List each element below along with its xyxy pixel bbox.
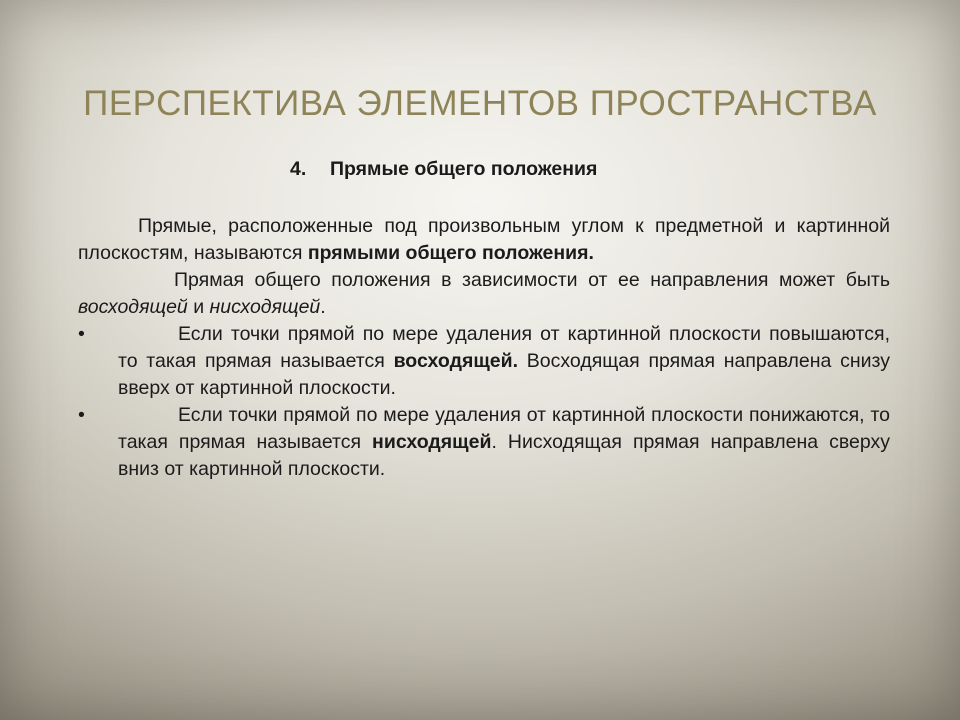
slide-title: ПЕРСПЕКТИВА ЭЛЕМЕНТОВ ПРОСТРАНСТВА — [83, 84, 877, 123]
connector-text: и — [187, 296, 210, 318]
section-number: 4. — [290, 158, 307, 180]
paragraph-definition-text: Прямые, расположенные под произвольным углом к предметной и картинной плоскостям, называются — [78, 215, 890, 264]
paragraph-direction-text: Прямая общего положения в зависимости от ее направления может быть — [174, 269, 890, 291]
term-ascending: восходящей — [78, 296, 188, 318]
paragraph-direction — [78, 267, 890, 321]
list-item — [78, 321, 890, 402]
bullet-icon: • — [78, 323, 85, 345]
slide-body — [78, 213, 890, 483]
section-heading — [290, 158, 597, 181]
list-item — [78, 402, 890, 483]
bullet-text: Если точки прямой по мере удаления от картинной плоскости понижаются, то такая прямая называется — [118, 404, 890, 453]
bullet-icon: • — [78, 404, 85, 426]
bullet-text-end: . Нисходящая прямая направлена сверху вниз от картинной плоскости. — [118, 431, 890, 480]
term-descending: нисходящей — [209, 296, 321, 318]
bullet-term: нисходящей — [372, 431, 492, 453]
bullet-text-end: Восходящая прямая направлена снизу вверх от картинной плоскости. — [118, 350, 890, 399]
bullet-term: восходящей. — [393, 350, 519, 372]
bullet-text: Если точки прямой по мере удаления от картинной плоскости повышаются, то такая прямая называется — [118, 323, 890, 372]
paragraph-end: . — [320, 296, 326, 318]
section-title: Прямые общего положения — [330, 158, 598, 180]
definition-term: прямыми общего положения. — [307, 242, 594, 264]
paragraph-definition — [78, 213, 890, 267]
